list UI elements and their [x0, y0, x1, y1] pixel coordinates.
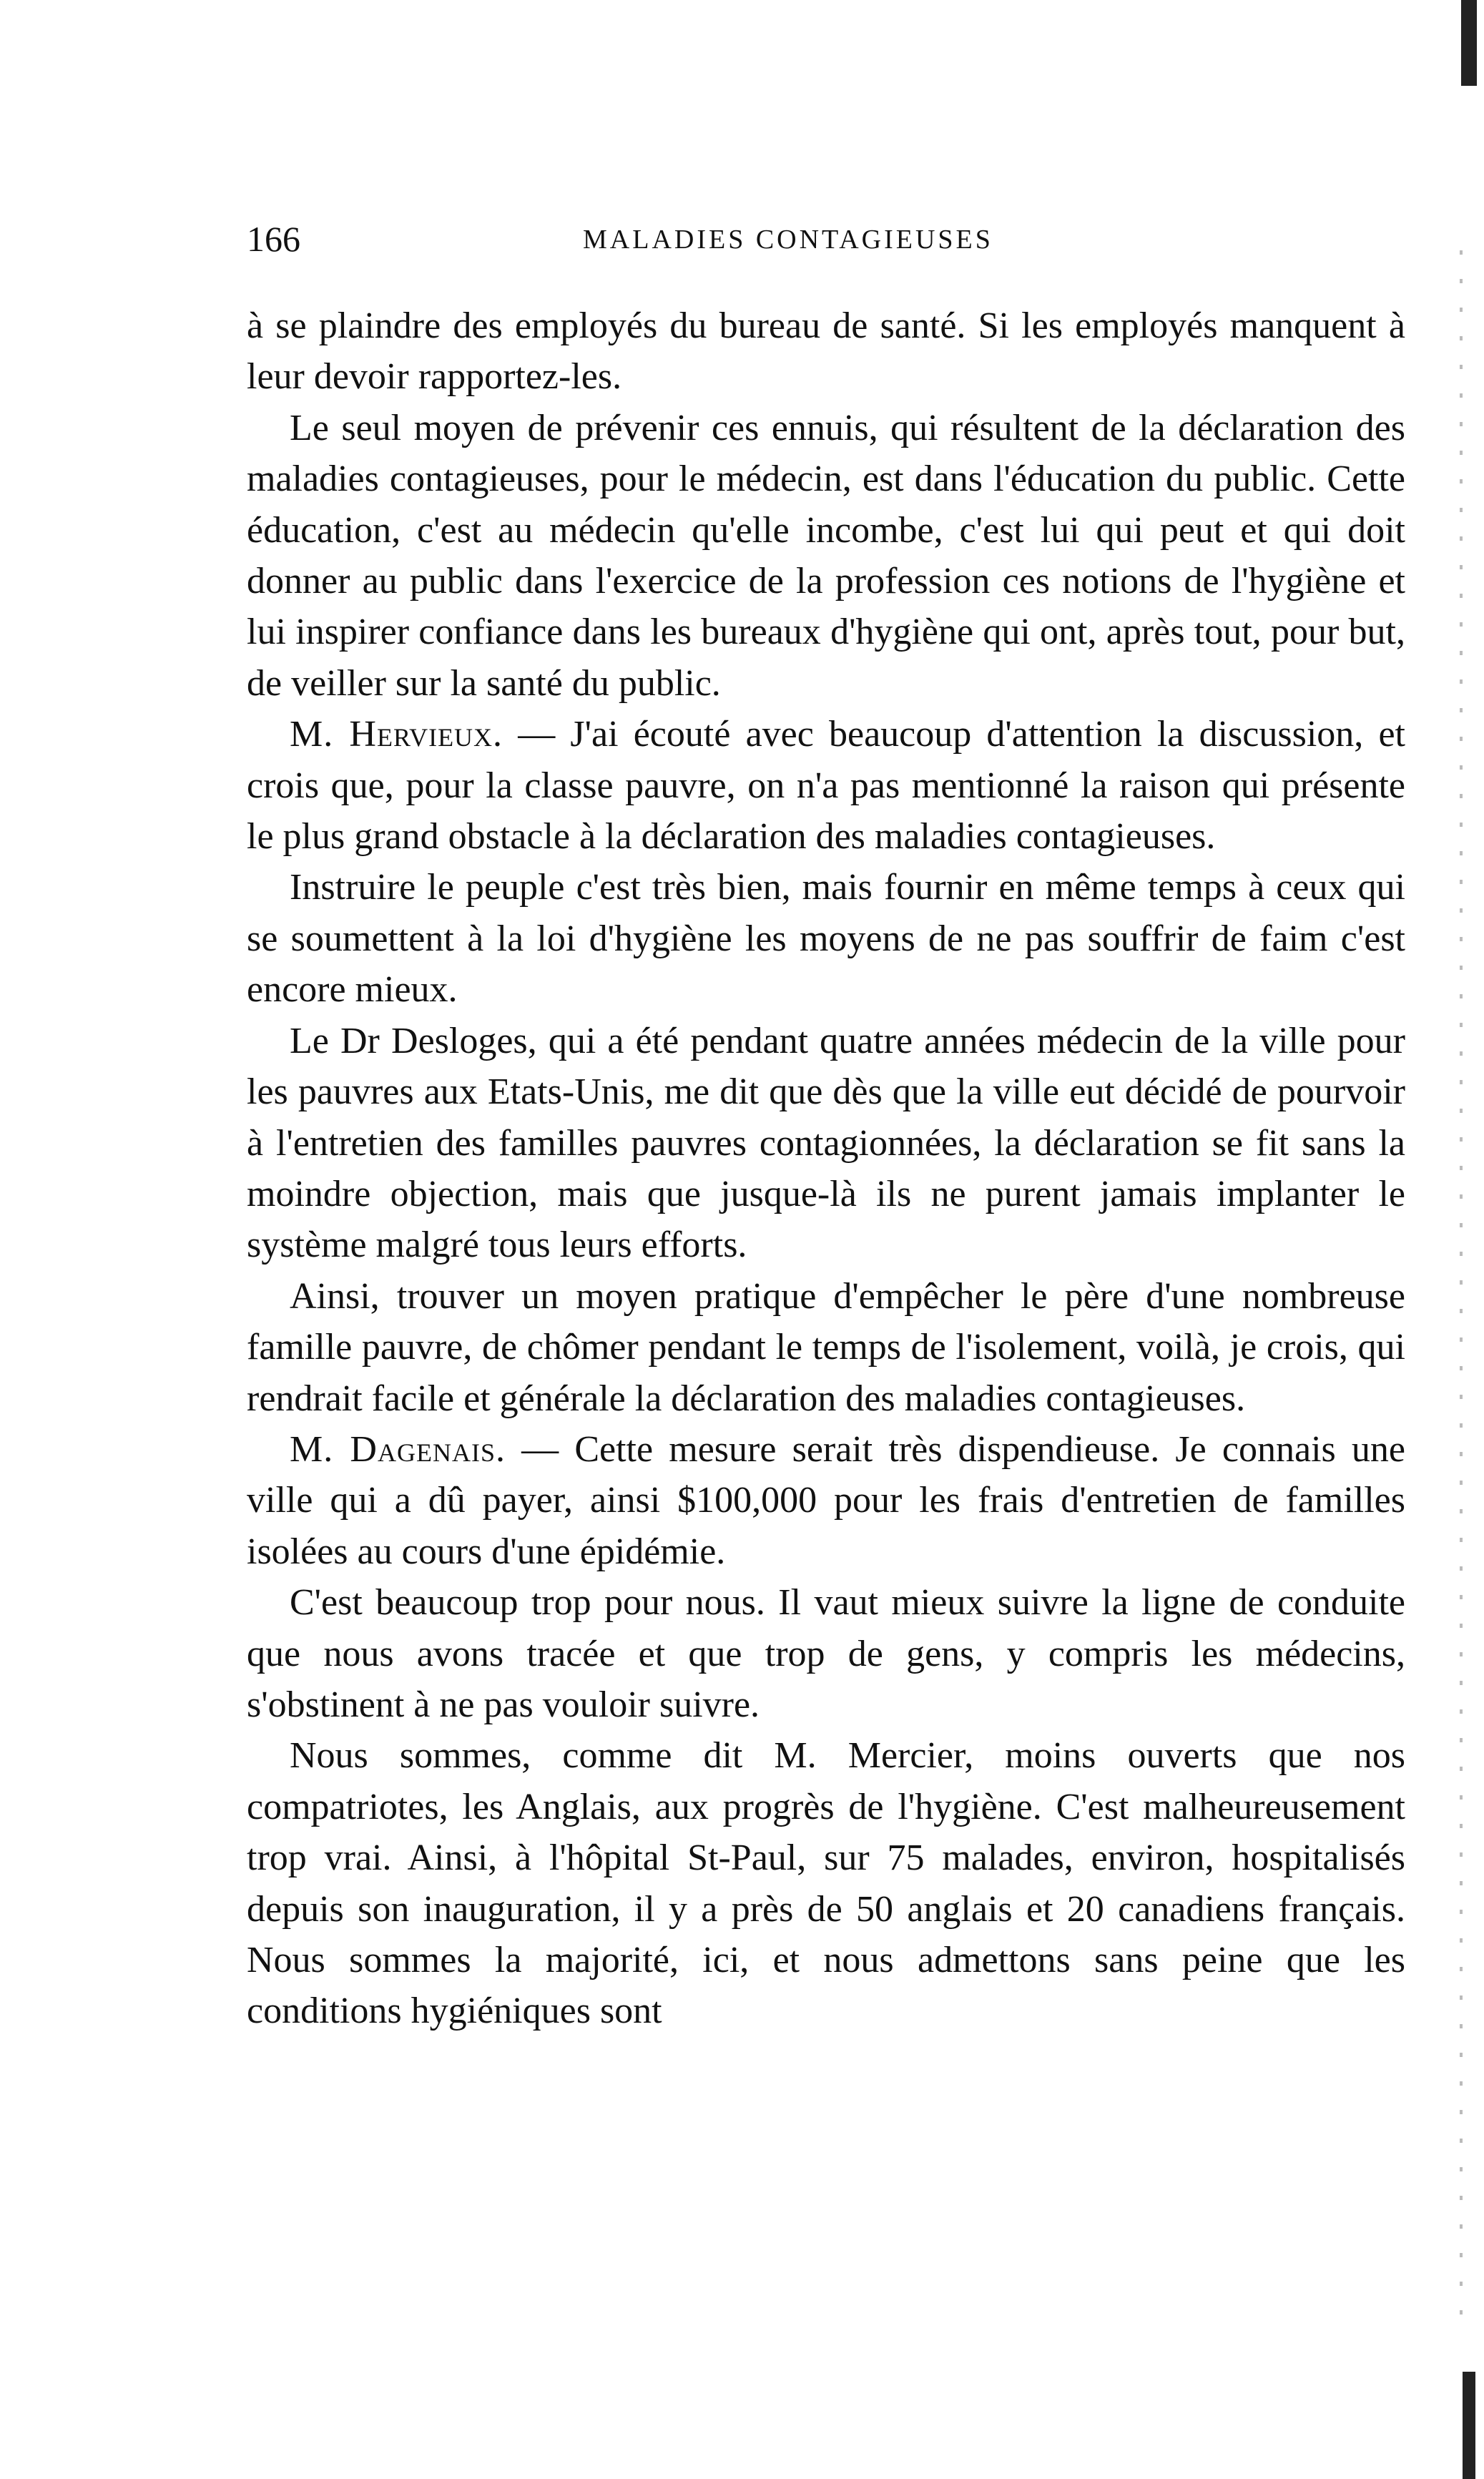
paragraph-7: [247, 1424, 1405, 1577]
paragraph-1: [247, 300, 1405, 403]
paragraph-5: [247, 1016, 1405, 1271]
paragraph-text: Le Dr Desloges, qui a été pendant quatre années médecin de la ville pour les pauvres aux Etats-Unis, me dit que dès que la ville eut décidé de pourvoir à l'entretien des familles pauvres contagionnées, la déclaration se fit sans la moindre objection, mais que jusque-là ils ne purent jamais implanter le système malgré tous leurs efforts.: [247, 1020, 1405, 1266]
paragraph-8: [247, 1577, 1405, 1730]
paragraph-6: [247, 1271, 1405, 1424]
paragraph-text: C'est beaucoup trop pour nous. Il vaut mieux suivre la ligne de conduite que nous avons tracée et que trop de gens, y compris les médecins, s'obstinent à ne pas vouloir suivre.: [247, 1582, 1405, 1725]
body-text: [247, 300, 1405, 2037]
paragraph-4: [247, 862, 1405, 1015]
paragraph-3: [247, 709, 1405, 862]
paragraph-2: [247, 403, 1405, 709]
paragraph-text: Nous sommes, comme dit M. Mercier, moins ouverts que nos compatriotes, les Anglais, aux progrès de l'hygiène. C'est malheureusement trop vrai. Ainsi, à l'hôpital St-Paul, sur 75 malades, environ, hospitalisés depuis son inauguration, il y a près de 50 anglais et 20 canadiens français. Nous sommes la majorité, ici, et nous admettons sans peine que les conditions hygiéniques sont: [247, 1735, 1405, 2032]
paragraph-text: Ainsi, trouver un moyen pratique d'empêcher le père d'une nombreuse famille pauvre, de chômer pendant le temps de l'isolement, voilà, je crois, qui rendrait facile et générale la déclaration des maladies contagieuses.: [247, 1275, 1405, 1419]
paragraph-text: Le seul moyen de prévenir ces ennuis, qui résultent de la déclaration des maladies contagieuses, pour le médecin, est dans l'éducation du public. Cette éducation, c'est au médecin qu'elle incombe, c'est lui qui peut et qui doit donner au public dans l'exercice de la profession ces notions de l'hygiène et lui inspirer confiance dans les bureaux d'hygiène qui ont, après tout, pour but, de veiller sur la santé du public.: [247, 407, 1405, 704]
page-header: [247, 218, 1405, 275]
page-number: 166: [247, 219, 300, 259]
running-head: MALADIES CONTAGIEUSES: [583, 225, 993, 255]
paragraph-text: — Cette mesure serait très dispendieuse. Je connais une ville qui a dû payer, ainsi $100,000 pour les frais d'entretien de familles isolées au cours d'une épidémie.: [247, 1428, 1406, 1572]
page-edge-mark-top: [1461, 0, 1477, 86]
speaker-name: M. Dagenais.: [290, 1428, 506, 1470]
page-edge-mark-bottom: [1463, 2372, 1475, 2479]
paragraph-9: [247, 1730, 1405, 2036]
page-edge-binding: [1460, 250, 1463, 2325]
paragraph-text: Instruire le peuple c'est très bien, mais fournir en même temps à ceux qui se soumettent à la loi d'hygiène les moyens de ne pas souffrir de faim c'est encore mieux.: [247, 867, 1405, 1011]
speaker-name: M. Hervieux.: [290, 714, 503, 755]
paragraph-text: à se plaindre des employés du bureau de santé. Si les employés manquent à leur devoir rapportez-les.: [247, 305, 1405, 398]
paragraph-text: — J'ai écouté avec beaucoup d'attention la discussion, et crois que, pour la classe pauvre, on n'a pas mentionné la raison qui présente le plus grand obstacle à la déclaration des maladies contagieuses.: [247, 714, 1405, 858]
